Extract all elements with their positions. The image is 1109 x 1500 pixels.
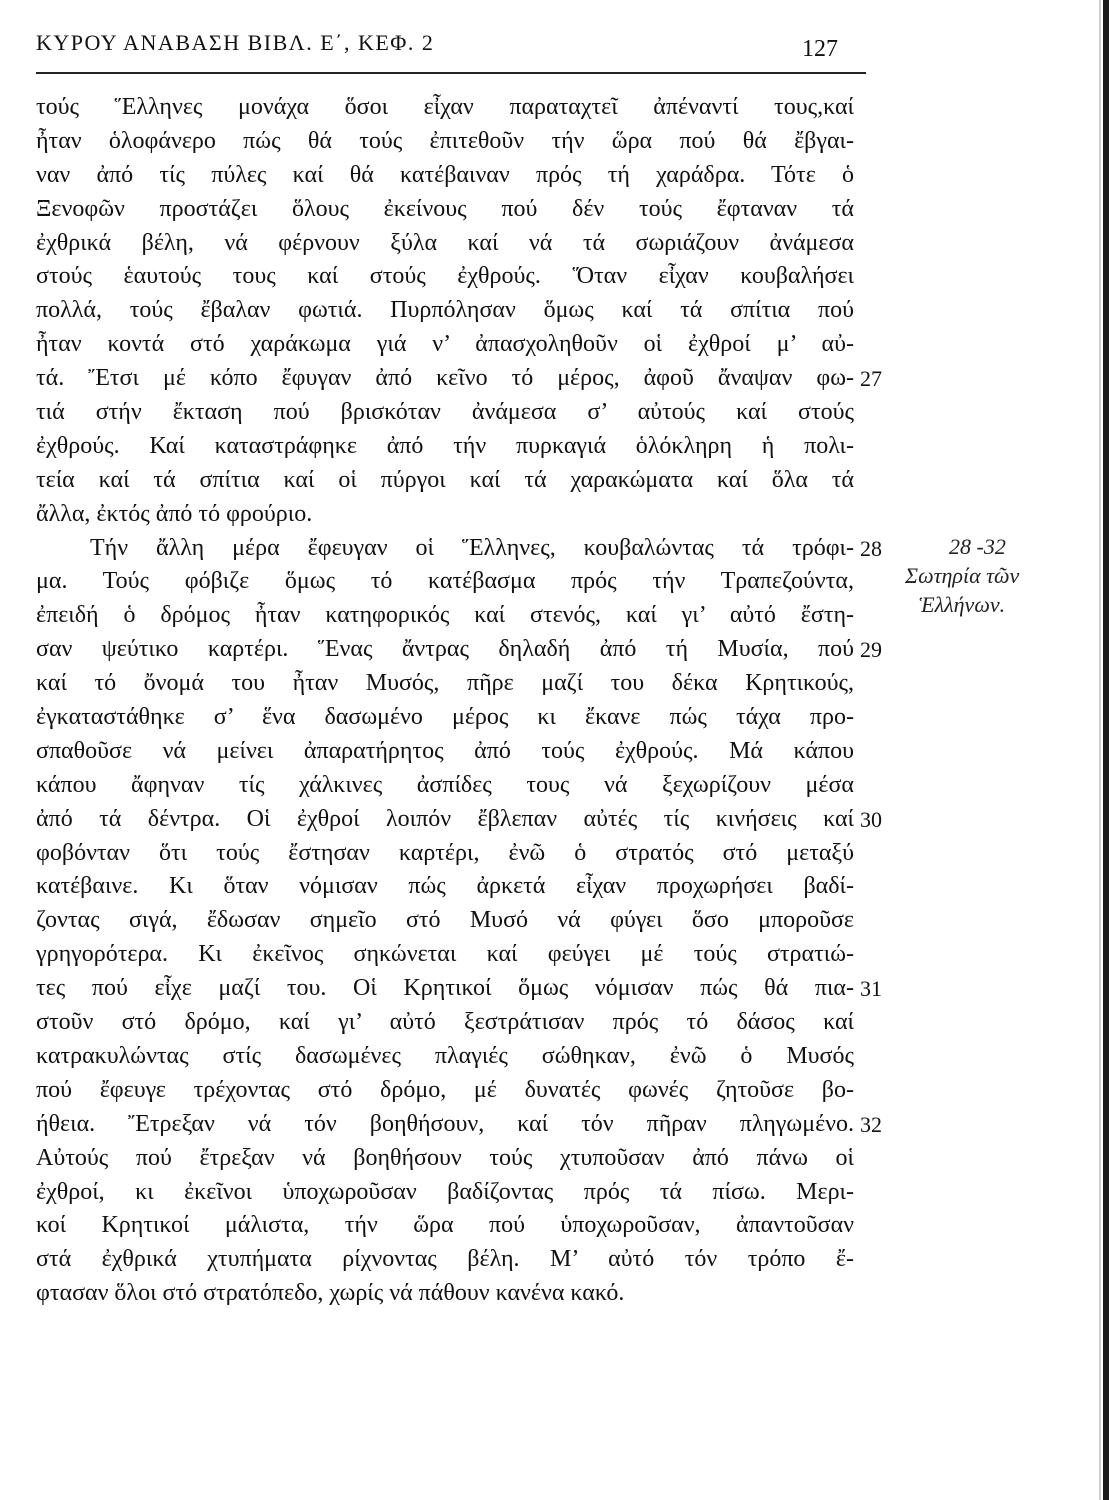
line-text: ήθεια. Ἔτρεξαν νά τόν βοηθήσουν, καί τόν πῆραν πληγωμένο. <box>36 1110 854 1137</box>
text-line: Αὐτούς πού ἔτρεξαν νά βοηθήσουν τούς χτυποῦσαν ἀπό πάνω οἱ <box>36 1144 854 1171</box>
text-line: πού ἔφευγε τρέχοντας στό δρόμο, μέ δυνατές φωνές ζητοῦσε βο- <box>36 1076 854 1103</box>
line-text: ἀπό τά δέντρα. Οἱ ἐχθροί λοιπόν ἔβλεπαν αὐτές τίς κινήσεις καί <box>36 805 854 832</box>
page-edge-shadow <box>1103 0 1109 1500</box>
section-number-27: 27 <box>860 366 882 392</box>
line-text: τά. Ἔτσι μέ κόπο ἔφυγαν ἀπό κεῖνο τό μέρος, ἀφοῦ ἄναψαν φω- <box>36 365 854 392</box>
text-line: φοβόνταν ὅτι τούς ἔστησαν καρτέρι, ἐνῶ ὁ στρατός στό μεταξύ <box>36 839 854 866</box>
text-line: ἦταν ὁλοφάνερο πώς θά τούς ἐπιτεθοῦν τήν ὥρα πού θά ἔβγαι- <box>36 127 854 154</box>
running-header-title: ΚΥΡΟΥ ΑΝΑΒΑΣΗ ΒΙΒΛ. Ε΄, ΚΕΦ. 2 <box>36 30 435 55</box>
text-line: τούς Ἕλληνες μονάχα ὅσοι εἶχαν παραταχτεῖ ἀπέναντί τους,καί <box>36 94 854 120</box>
section-number-29: 29 <box>860 637 882 663</box>
margin-note-title-line-1: Σωτηρία τῶν <box>905 563 1020 588</box>
text-line: ἐπειδή ὁ δρόμος ἦταν κατηφορικός καί στενός, καί γι’ αὐτό ἔστη- <box>36 602 854 629</box>
line-text: τες πού εἶχε μαζί του. Οἱ Κρητικοί ὅμως νόμισαν πώς θά πια- <box>36 975 854 1002</box>
text-line: στούς ἑαυτούς τους καί στούς ἐχθρούς. Ὅταν εἶχαν κουβαλήσει <box>36 263 854 290</box>
text-line: ἐχθρικά βέλη, νά φέρνουν ξύλα καί νά τά σωριάζουν ἀνάμεσα <box>36 229 854 256</box>
text-line: στά ἐχθρικά χτυπήματα ρίχνοντας βέλη. Μ’ αὐτό τόν τρόπο ἔ- <box>36 1246 854 1273</box>
text-line-paragraph-end: φτασαν ὅλοι στό στρατόπεδο, χωρίς νά πάθουν κανένα κακό. <box>36 1280 625 1307</box>
section-number-32: 32 <box>860 1111 882 1137</box>
text-line: ἐχθροί, κι ἐκεῖνοι ὑποχωροῦσαν βαδίζοντας πρός τά πίσω. Μερι- <box>36 1178 854 1205</box>
text-line: Ξενοφῶν προστάζει ὅλους ἐκείνους πού δέν τούς ἔφταναν τά <box>36 195 854 222</box>
text-line: σπαθοῦσε νά μείνει ἀπαρατήρητος ἀπό τούς ἐχθρούς. Μά κάπου <box>36 737 854 764</box>
page-number: 127 <box>802 36 838 62</box>
text-line: κοί Κρητικοί μάλιστα, τήν ὥρα πού ὑποχωροῦσαν, ἀπαντοῦσαν <box>36 1212 854 1239</box>
body-text <box>36 91 882 1311</box>
text-line-paragraph-end: ἄλλα, ἐκτός ἀπό τό φρούριο. <box>36 500 313 527</box>
text-line-with-section <box>36 803 882 837</box>
text-line: ἐχθρούς. Καί καταστράφηκε ἀπό τήν πυρκαγιά ὁλόκληρη ἡ πολι- <box>36 432 854 459</box>
text-line: γρηγορότερα. Κι ἐκεῖνος σηκώνεται καί φεύγει μέ τούς στρατιώ- <box>36 941 854 968</box>
margin-note-range: 28 -32 <box>949 534 1006 559</box>
text-line: ἐγκαταστάθηκε σ’ ἕνα δασωμένο μέρος κι ἔκανε πώς τάχα προ- <box>36 704 854 731</box>
text-line: ζοντας σιγά, ἔδωσαν σημεῖο στό Μυσό νά φύγει ὅσο μποροῦσε <box>36 907 854 934</box>
page-edge-highlight <box>1099 0 1101 1500</box>
section-number-28: 28 <box>860 535 882 561</box>
text-line-with-section <box>36 633 882 667</box>
text-line: καί τό ὄνομά του ἦταν Μυσός, πῆρε μαζί του δέκα Κρητικούς, <box>36 670 854 697</box>
text-line-with-section <box>36 972 882 1006</box>
text-line: ἦταν κοντά στό χαράκωμα γιά ν’ ἀπασχοληθοῦν οἱ ἐχθροί μ’ αὐ- <box>36 331 854 358</box>
margin-note-title-line-2: Ἑλλήνων. <box>919 592 1006 617</box>
text-line: κάπου ἄφηναν τίς χάλκινες ἀσπίδες τους νά ξεχωρίζουν μέσα <box>36 771 854 798</box>
line-text: σαν ψεύτικο καρτέρι. Ἕνας ἄντρας δηλαδή ἀπό τή Μυσία, πού <box>36 636 854 663</box>
margin-note <box>905 532 1085 619</box>
text-line: μα. Τούς φόβιζε ὅμως τό κατέβασμα πρός τήν Τραπεζούντα, <box>36 568 854 595</box>
text-line: κατρακυλώντας στίς δασωμένες πλαγιές σώθηκαν, ἐνῶ ὁ Μυσός <box>36 1042 854 1069</box>
text-line-with-section <box>36 362 882 396</box>
line-text: Τήν ἄλλη μέρα ἔφευγαν οἱ Ἕλληνες, κουβαλώντας τά τρόφι- <box>90 534 854 561</box>
text-line-with-section <box>36 1108 882 1142</box>
text-line-with-section <box>36 532 882 566</box>
text-line: στοῦν στό δρόμο, καί γι’ αὐτό ξεστράτισαν πρός τό δάσος καί <box>36 1009 854 1036</box>
text-line: τιά στήν ἔκταση πού βρισκόταν ἀνάμεσα σ’ αὐτούς καί στούς <box>36 399 854 426</box>
section-number-31: 31 <box>860 976 882 1002</box>
text-line: κατέβαινε. Κι ὅταν νόμισαν πώς ἀρκετά εἶχαν προχωρήσει βαδί- <box>36 873 854 900</box>
header-rule <box>36 72 866 74</box>
section-number-30: 30 <box>860 806 882 832</box>
text-line: πολλά, τούς ἔβαλαν φωτιά. Πυρπόλησαν ὅμως καί τά σπίτια πού <box>36 297 854 324</box>
text-line: τεία καί τά σπίτια καί οἱ πύργοι καί τά χαρακώματα καί ὅλα τά <box>36 466 854 493</box>
text-line: ναν ἀπό τίς πύλες καί θά κατέβαιναν πρός τή χαράδρα. Τότε ὁ <box>36 161 854 188</box>
